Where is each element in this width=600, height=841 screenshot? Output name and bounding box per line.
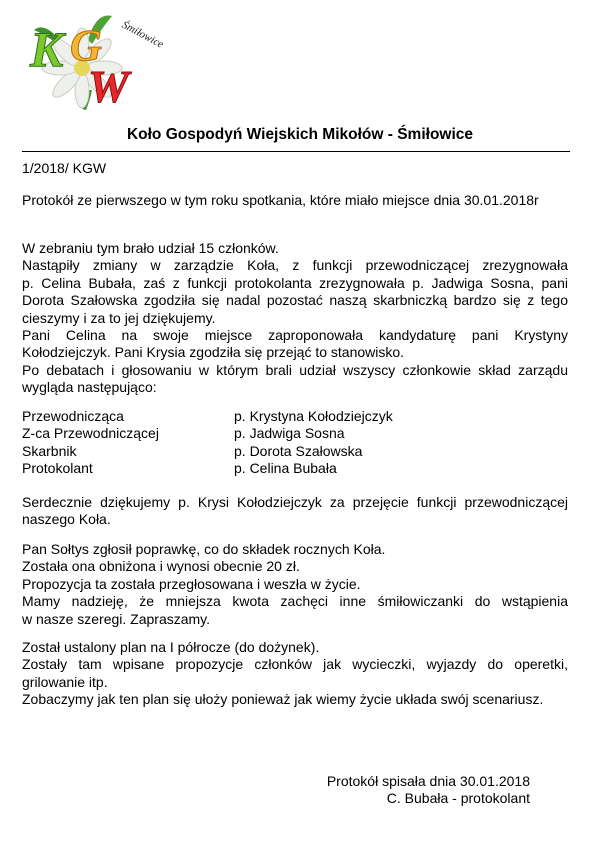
signature-name-line: C. Bubała - protokolant [386,790,530,807]
text-line: Pani Celina na swoje miejsce zaproponowała kandydaturę pani Krystyny [22,327,568,344]
board-role: Skarbnik [22,442,77,459]
logo-letter-g: G [70,21,102,70]
text-line: Dorota Szałowska zgodziła się nadal pozostać naszą skarbniczką bardzo się z tego [22,292,568,309]
text-line: Serdecznie dziękujemy p. Krysi Kołodziejczyk za przejęcie funkcji przewodniczącej [22,494,568,510]
text-line: Nastąpiły zmiany w zarządzie Koła, z funkcji przewodniczącej zrezygnowała [22,257,568,274]
paragraph-thanks [22,494,568,529]
board-list [22,408,393,478]
text-line: Po debatach i głosowaniu w którym brali udział wszyscy członkowie skład zarządu [22,361,568,378]
signature-date-line: Protokół spisała dnia 30.01.2018 [326,773,530,789]
board-person: p. Jadwiga Sosna [234,425,345,442]
board-person: p. Krystyna Kołodziejczyk [234,408,393,424]
board-role: Z-ca Przewodniczącej [22,425,159,442]
document-title: Koło Gospodyń Wiejskich Mikołów - Śmiłowice [126,126,474,143]
intro-paragraph: Protokół ze pierwszego w tym roku spotkania, które miało miejsce dnia 30.01.2018r [22,192,539,208]
text-line: Propozycja ta została przegłosowana i weszła w życie. [22,575,361,592]
signature-block [327,773,530,808]
board-row [22,443,393,460]
text-line: Mamy nadzieję, że mniejsza kwota zachęci inne śmiłowiczanki do wstąpienia [22,593,568,610]
title-divider [22,151,570,152]
paragraph-fees [22,541,568,628]
text-line: W zebraniu tym brało udział 15 członków. [22,240,279,256]
text-line: Został ustalony plan na I półrocze (do dożynek). [22,639,320,655]
board-person: p. Dorota Szałowska [234,442,363,459]
board-person: p. Celina Bubała [234,460,337,477]
text-line: wygląda następująco: [22,379,157,396]
logo-place-text: Śmiłowice [119,18,166,51]
logo-graphic [26,10,166,112]
document-number: 1/2018/ KGW [22,160,107,176]
logo-letter-w: W [88,61,129,112]
text-line: naszego Koła. [22,511,111,528]
paragraph-meeting [22,240,568,397]
text-line: Pan Sołtys zgłosił poprawkę, co do składek rocznych Koła. [22,541,386,557]
board-role: Protokolant [22,460,93,477]
text-line: Została ona obniżona i wynosi obecnie 20 zł. [22,558,300,575]
text-line: Zostały tam wpisane propozycje członków jak wycieczki, wyjazdy do operetki, [22,656,568,673]
logo-letter-k: K [30,21,64,77]
text-line: w nasze szeregi. Zapraszamy. [22,610,211,627]
paragraph-plan [22,639,568,709]
kgw-logo [26,10,166,112]
text-line: p. Celina Bubała, zaś z funkcji protokolanta zrezygnowała p. Jadwiga Sosna, pani [22,274,568,291]
text-line: cieszymy i za to jej dziękujemy. [22,309,216,326]
board-row [22,425,393,442]
board-row [22,460,393,477]
board-row [22,408,393,425]
text-line: grilowanie itp. [22,673,108,690]
text-line: Zobaczymy jak ten plan się ułoży ponieważ jak wiemy życie układa swój scenariusz. [22,691,544,708]
text-line: Kołodziejczyk. Pani Krysia zgodziła się przejąć to stanowisko. [22,344,405,361]
board-role: Przewodnicząca [22,408,124,424]
